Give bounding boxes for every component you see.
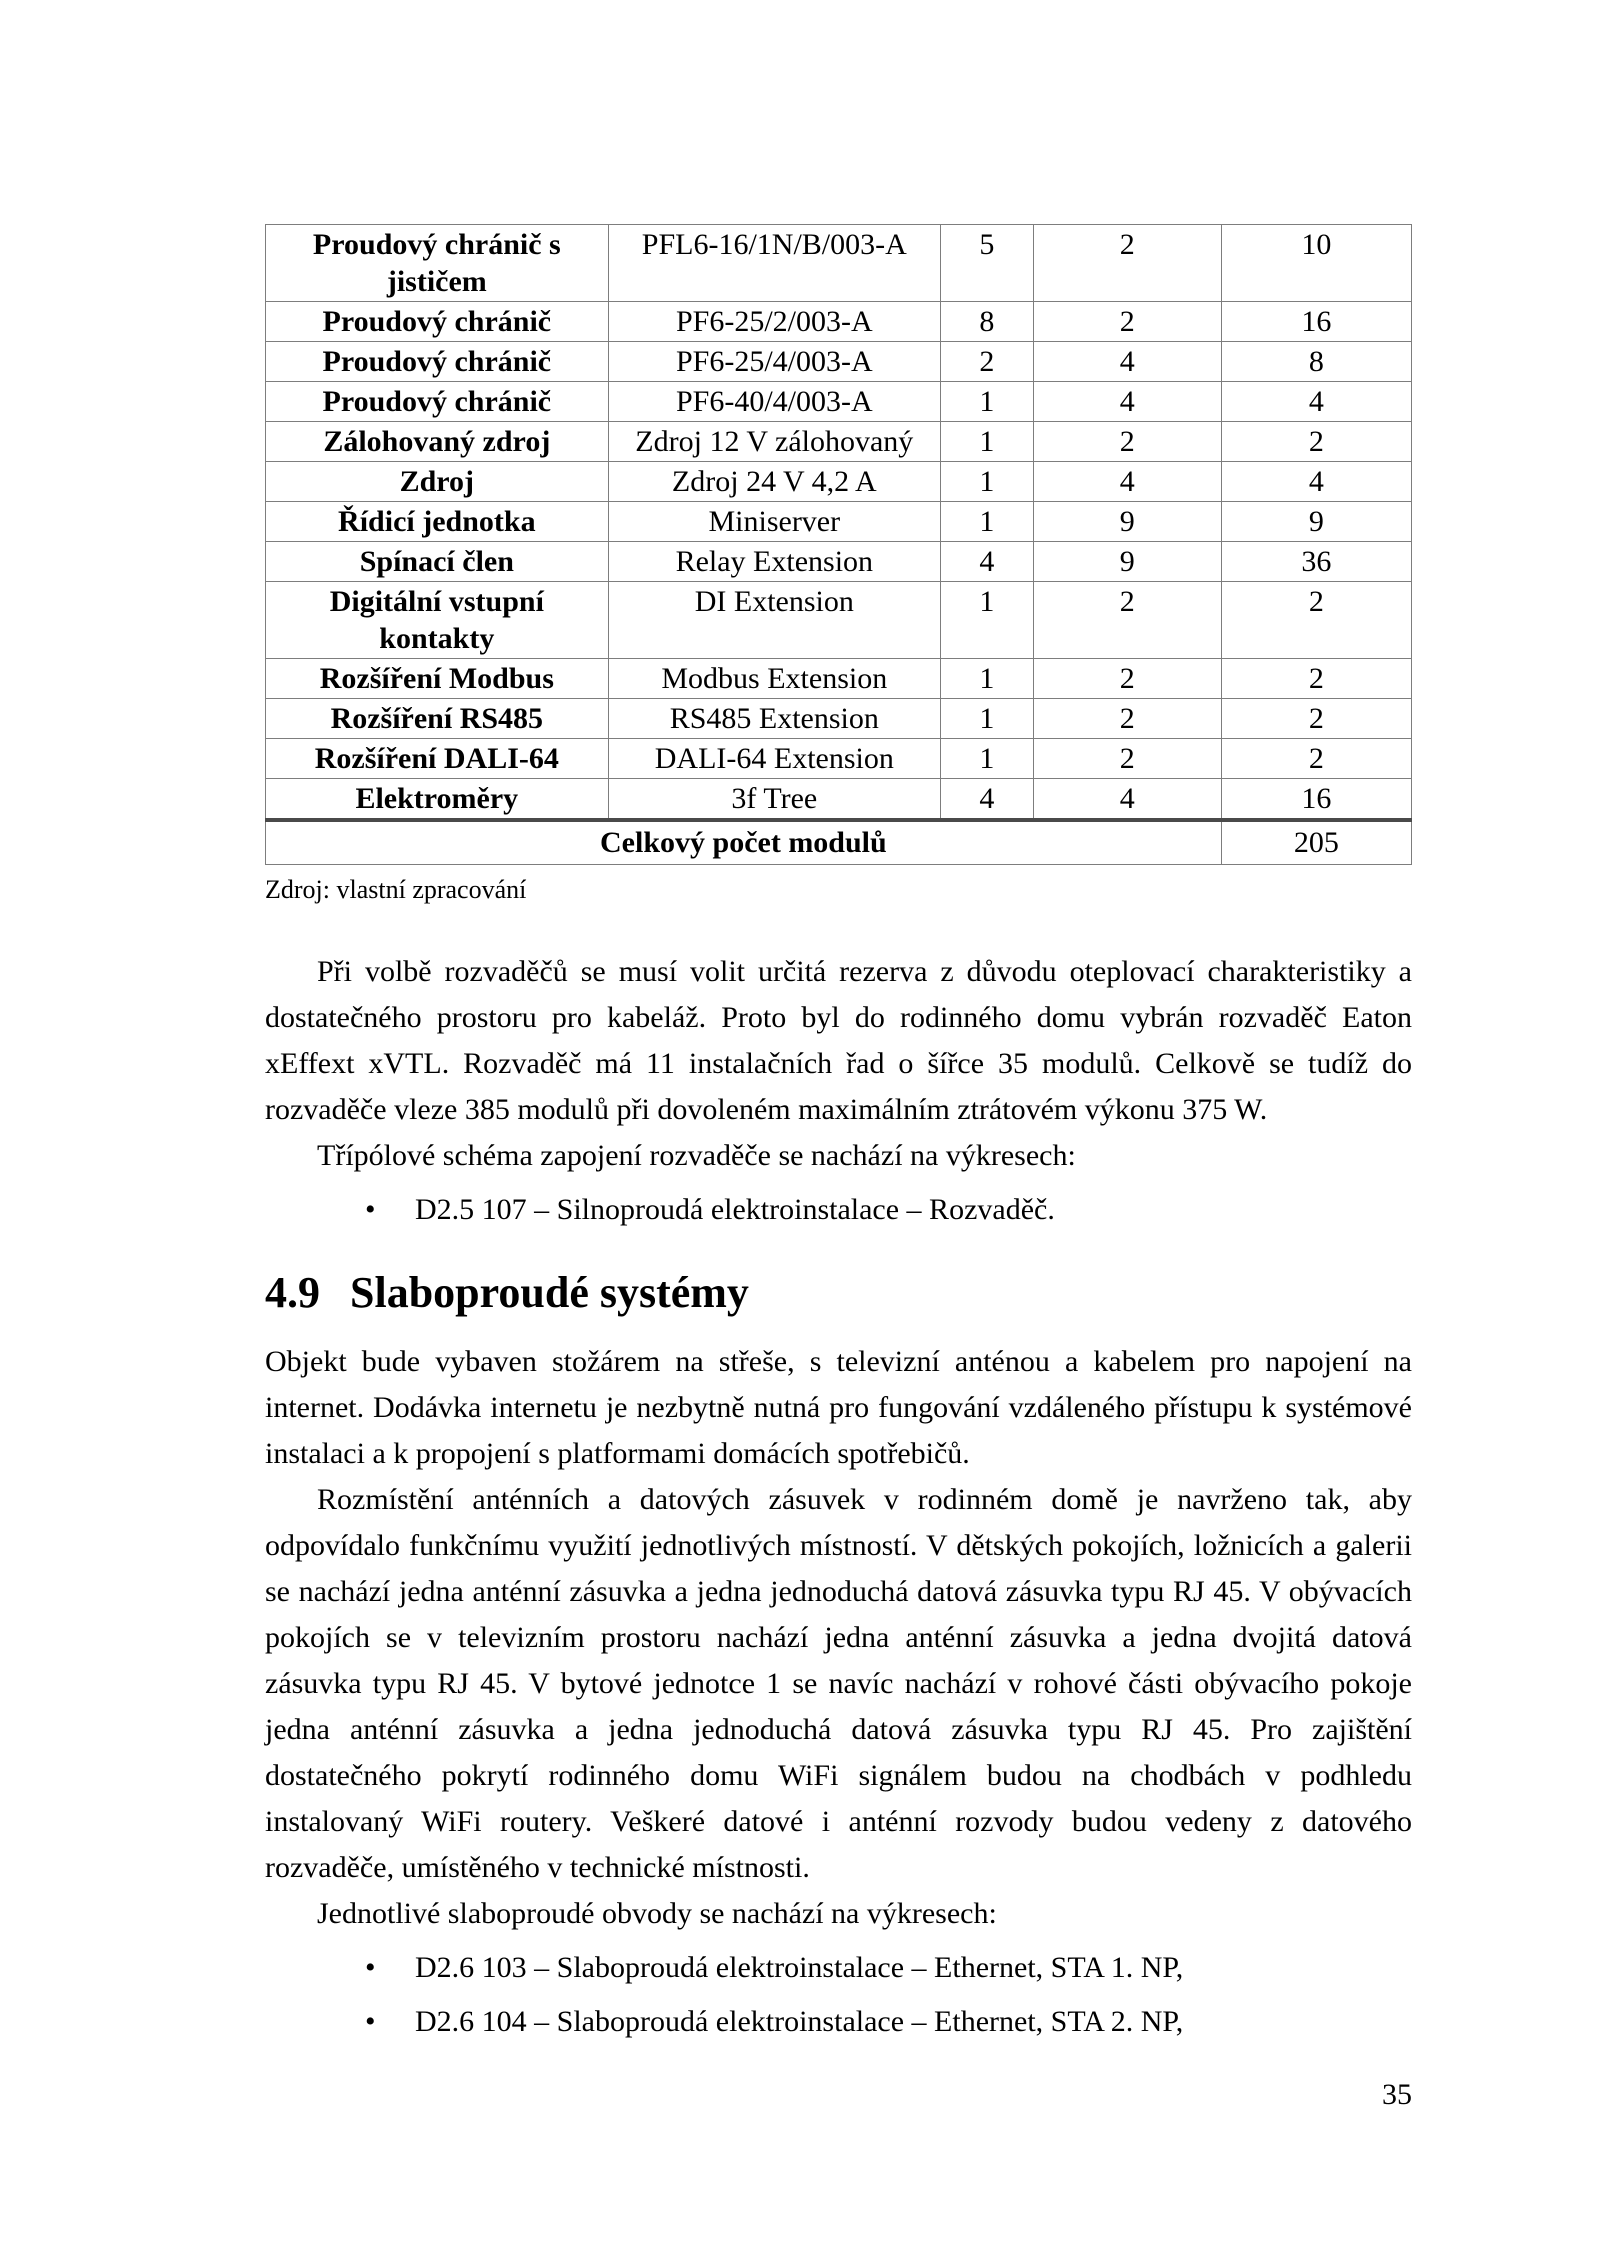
table-row xyxy=(266,382,1412,422)
bullet-icon: • xyxy=(365,2005,376,2038)
table-row xyxy=(266,302,1412,342)
table-footer-row xyxy=(266,820,1412,865)
table-cell-name: Rozšíření DALI-64 xyxy=(266,739,609,779)
list-item-text: D2.6 104 – Slaboproudá elektroinstalace – Ethernet, STA 2. NP, xyxy=(415,2005,1184,2038)
page-content xyxy=(265,224,1412,2053)
table-cell-qty: 4 xyxy=(940,542,1033,582)
table-row xyxy=(266,342,1412,382)
paragraph-obvody-intro: Jednotlivé slaboproudé obvody se nachází na výkresech: xyxy=(317,1897,997,1930)
table-cell-per-unit: 4 xyxy=(1033,462,1221,502)
list-item xyxy=(265,1999,1412,2045)
table-row xyxy=(266,699,1412,739)
table-cell-qty: 5 xyxy=(940,225,1033,302)
table-cell-per-unit: 2 xyxy=(1033,582,1221,659)
table-cell-per-unit: 4 xyxy=(1033,779,1221,821)
paragraph-rozvadec-rezerva: Při volbě rozvaděčů se musí volit určitá rezerva z důvodu oteplovací charakteristiky a dostatečného prostoru pro kabeláž. Proto byl do rodinného domu vybrán rozvaděč Eaton xEffext xVTL. Rozvaděč má 11 instalačních řad o šířce 35 modulů. Celkově se tudíž do rozvaděče vleze 385 modulů při dovoleném maximálním ztrátovém výkonu 375 W. xyxy=(265,955,1412,1126)
paragraph-schema-intro: Třípólové schéma zapojení rozvaděče se nachází na výkresech: xyxy=(317,1139,1076,1172)
table-cell-qty: 1 xyxy=(940,699,1033,739)
modules-table-body xyxy=(266,225,1412,865)
table-cell-qty: 1 xyxy=(940,382,1033,422)
table-cell-type: Miniserver xyxy=(608,502,940,542)
table-row xyxy=(266,659,1412,699)
table-cell-total: 16 xyxy=(1221,302,1411,342)
table-cell-qty: 1 xyxy=(940,659,1033,699)
paragraph-antena-internet: Objekt bude vybaven stožárem na střeše, s televizní anténou a kabelem pro napojení na internet. Dodávka internetu je nezbytně nutná pro fungování vzdáleného přístupu k systémové instalaci a k propojení s platformami domácích spotřebičů. xyxy=(265,1345,1412,1470)
table-row xyxy=(266,502,1412,542)
section-heading xyxy=(265,1267,1412,1319)
table-cell-per-unit: 4 xyxy=(1033,342,1221,382)
table-cell-per-unit: 9 xyxy=(1033,502,1221,542)
table-cell-qty: 2 xyxy=(940,342,1033,382)
table-cell-total: 4 xyxy=(1221,462,1411,502)
table-cell-qty: 1 xyxy=(940,502,1033,542)
table-row xyxy=(266,422,1412,462)
table-cell-name: Řídicí jednotka xyxy=(266,502,609,542)
table-cell-type: DI Extension xyxy=(608,582,940,659)
table-footer-value: 205 xyxy=(1221,820,1411,865)
table-cell-type: PF6-25/2/003-A xyxy=(608,302,940,342)
table-cell-per-unit: 2 xyxy=(1033,225,1221,302)
table-cell-per-unit: 9 xyxy=(1033,542,1221,582)
table-cell-type: PFL6-16/1N/B/003-A xyxy=(608,225,940,302)
table-cell-name: Digitální vstupní kontakty xyxy=(266,582,609,659)
bullet-icon: • xyxy=(365,1193,376,1226)
table-cell-total: 16 xyxy=(1221,779,1411,821)
table-cell-name: Rozšíření Modbus xyxy=(266,659,609,699)
table-source-note: Zdroj: vlastní zpracování xyxy=(265,875,527,904)
drawing-list-data xyxy=(265,1945,1412,2045)
table-cell-name: Elektroměry xyxy=(266,779,609,821)
table-cell-total: 2 xyxy=(1221,699,1411,739)
table-row xyxy=(266,739,1412,779)
table-cell-name: Zálohovaný zdroj xyxy=(266,422,609,462)
table-cell-per-unit: 2 xyxy=(1033,739,1221,779)
table-cell-name: Proudový chránič s jističem xyxy=(266,225,609,302)
table-cell-qty: 1 xyxy=(940,422,1033,462)
section-number: 4.9 xyxy=(265,1268,320,1317)
table-row xyxy=(266,542,1412,582)
table-row xyxy=(266,779,1412,821)
table-cell-type: Modbus Extension xyxy=(608,659,940,699)
drawing-list-power xyxy=(265,1187,1412,1233)
table-cell-per-unit: 4 xyxy=(1033,382,1221,422)
table-cell-type: Zdroj 12 V zálohovaný xyxy=(608,422,940,462)
table-cell-qty: 1 xyxy=(940,462,1033,502)
table-cell-total: 2 xyxy=(1221,659,1411,699)
table-cell-type: PF6-40/4/003-A xyxy=(608,382,940,422)
table-row xyxy=(266,582,1412,659)
table-cell-type: 3f Tree xyxy=(608,779,940,821)
table-cell-type: RS485 Extension xyxy=(608,699,940,739)
table-cell-type: DALI-64 Extension xyxy=(608,739,940,779)
table-cell-total: 8 xyxy=(1221,342,1411,382)
table-cell-total: 10 xyxy=(1221,225,1411,302)
table-cell-name: Proudový chránič xyxy=(266,302,609,342)
table-cell-total: 2 xyxy=(1221,422,1411,462)
table-cell-per-unit: 2 xyxy=(1033,659,1221,699)
table-cell-per-unit: 2 xyxy=(1033,302,1221,342)
paragraph-zasuvky: Rozmístění anténních a datových zásuvek v rodinném domě je navrženo tak, aby odpovídalo funkčnímu využití jednotlivých místností. V dětských pokojích, ložnicích a galerii se nachází jedna anténní zásuvka a jedna jednoduchá datová zásuvka typu RJ 45. V obývacích pokojích se v televizním prostoru nachází jedna anténní zásuvka a jedna dvojitá datová zásuvka typu RJ 45. V bytové jednotce 1 se navíc nachází v rohové části obývacího pokoje jedna anténní zásuvka a jedna jednoduchá datová zásuvka typu RJ 45. Pro zajištění dostatečného pokrytí rodinného domu WiFi signálem budou na chodbách v podhledu instalovaný WiFi routery. Veškeré datové i anténní rozvody budou vedeny z datového rozvaděče, umístěného v technické místnosti. xyxy=(265,1483,1412,1884)
list-item-text: D2.5 107 – Silnoproudá elektroinstalace – Rozvaděč. xyxy=(415,1193,1055,1226)
page-number: 35 xyxy=(1382,2078,1412,2111)
table-cell-per-unit: 2 xyxy=(1033,699,1221,739)
table-row xyxy=(266,462,1412,502)
table-cell-name: Rozšíření RS485 xyxy=(266,699,609,739)
table-cell-name: Proudový chránič xyxy=(266,342,609,382)
modules-table xyxy=(265,224,1412,865)
table-cell-type: PF6-25/4/003-A xyxy=(608,342,940,382)
bullet-icon: • xyxy=(365,1951,376,1984)
table-cell-total: 4 xyxy=(1221,382,1411,422)
table-cell-type: Zdroj 24 V 4,2 A xyxy=(608,462,940,502)
table-row xyxy=(266,225,1412,302)
table-cell-qty: 4 xyxy=(940,779,1033,821)
table-cell-total: 9 xyxy=(1221,502,1411,542)
table-cell-total: 2 xyxy=(1221,582,1411,659)
list-item xyxy=(265,1945,1412,1991)
table-cell-type: Relay Extension xyxy=(608,542,940,582)
table-cell-total: 2 xyxy=(1221,739,1411,779)
table-footer-label: Celkový počet modulů xyxy=(266,820,1222,865)
section-title: Slaboproudé systémy xyxy=(350,1268,749,1317)
table-cell-qty: 1 xyxy=(940,739,1033,779)
table-cell-qty: 8 xyxy=(940,302,1033,342)
table-cell-name: Spínací člen xyxy=(266,542,609,582)
table-cell-per-unit: 2 xyxy=(1033,422,1221,462)
list-item-text: D2.6 103 – Slaboproudá elektroinstalace – Ethernet, STA 1. NP, xyxy=(415,1951,1184,1984)
table-cell-name: Zdroj xyxy=(266,462,609,502)
table-cell-total: 36 xyxy=(1221,542,1411,582)
table-cell-qty: 1 xyxy=(940,582,1033,659)
list-item xyxy=(265,1187,1412,1233)
table-cell-name: Proudový chránič xyxy=(266,382,609,422)
